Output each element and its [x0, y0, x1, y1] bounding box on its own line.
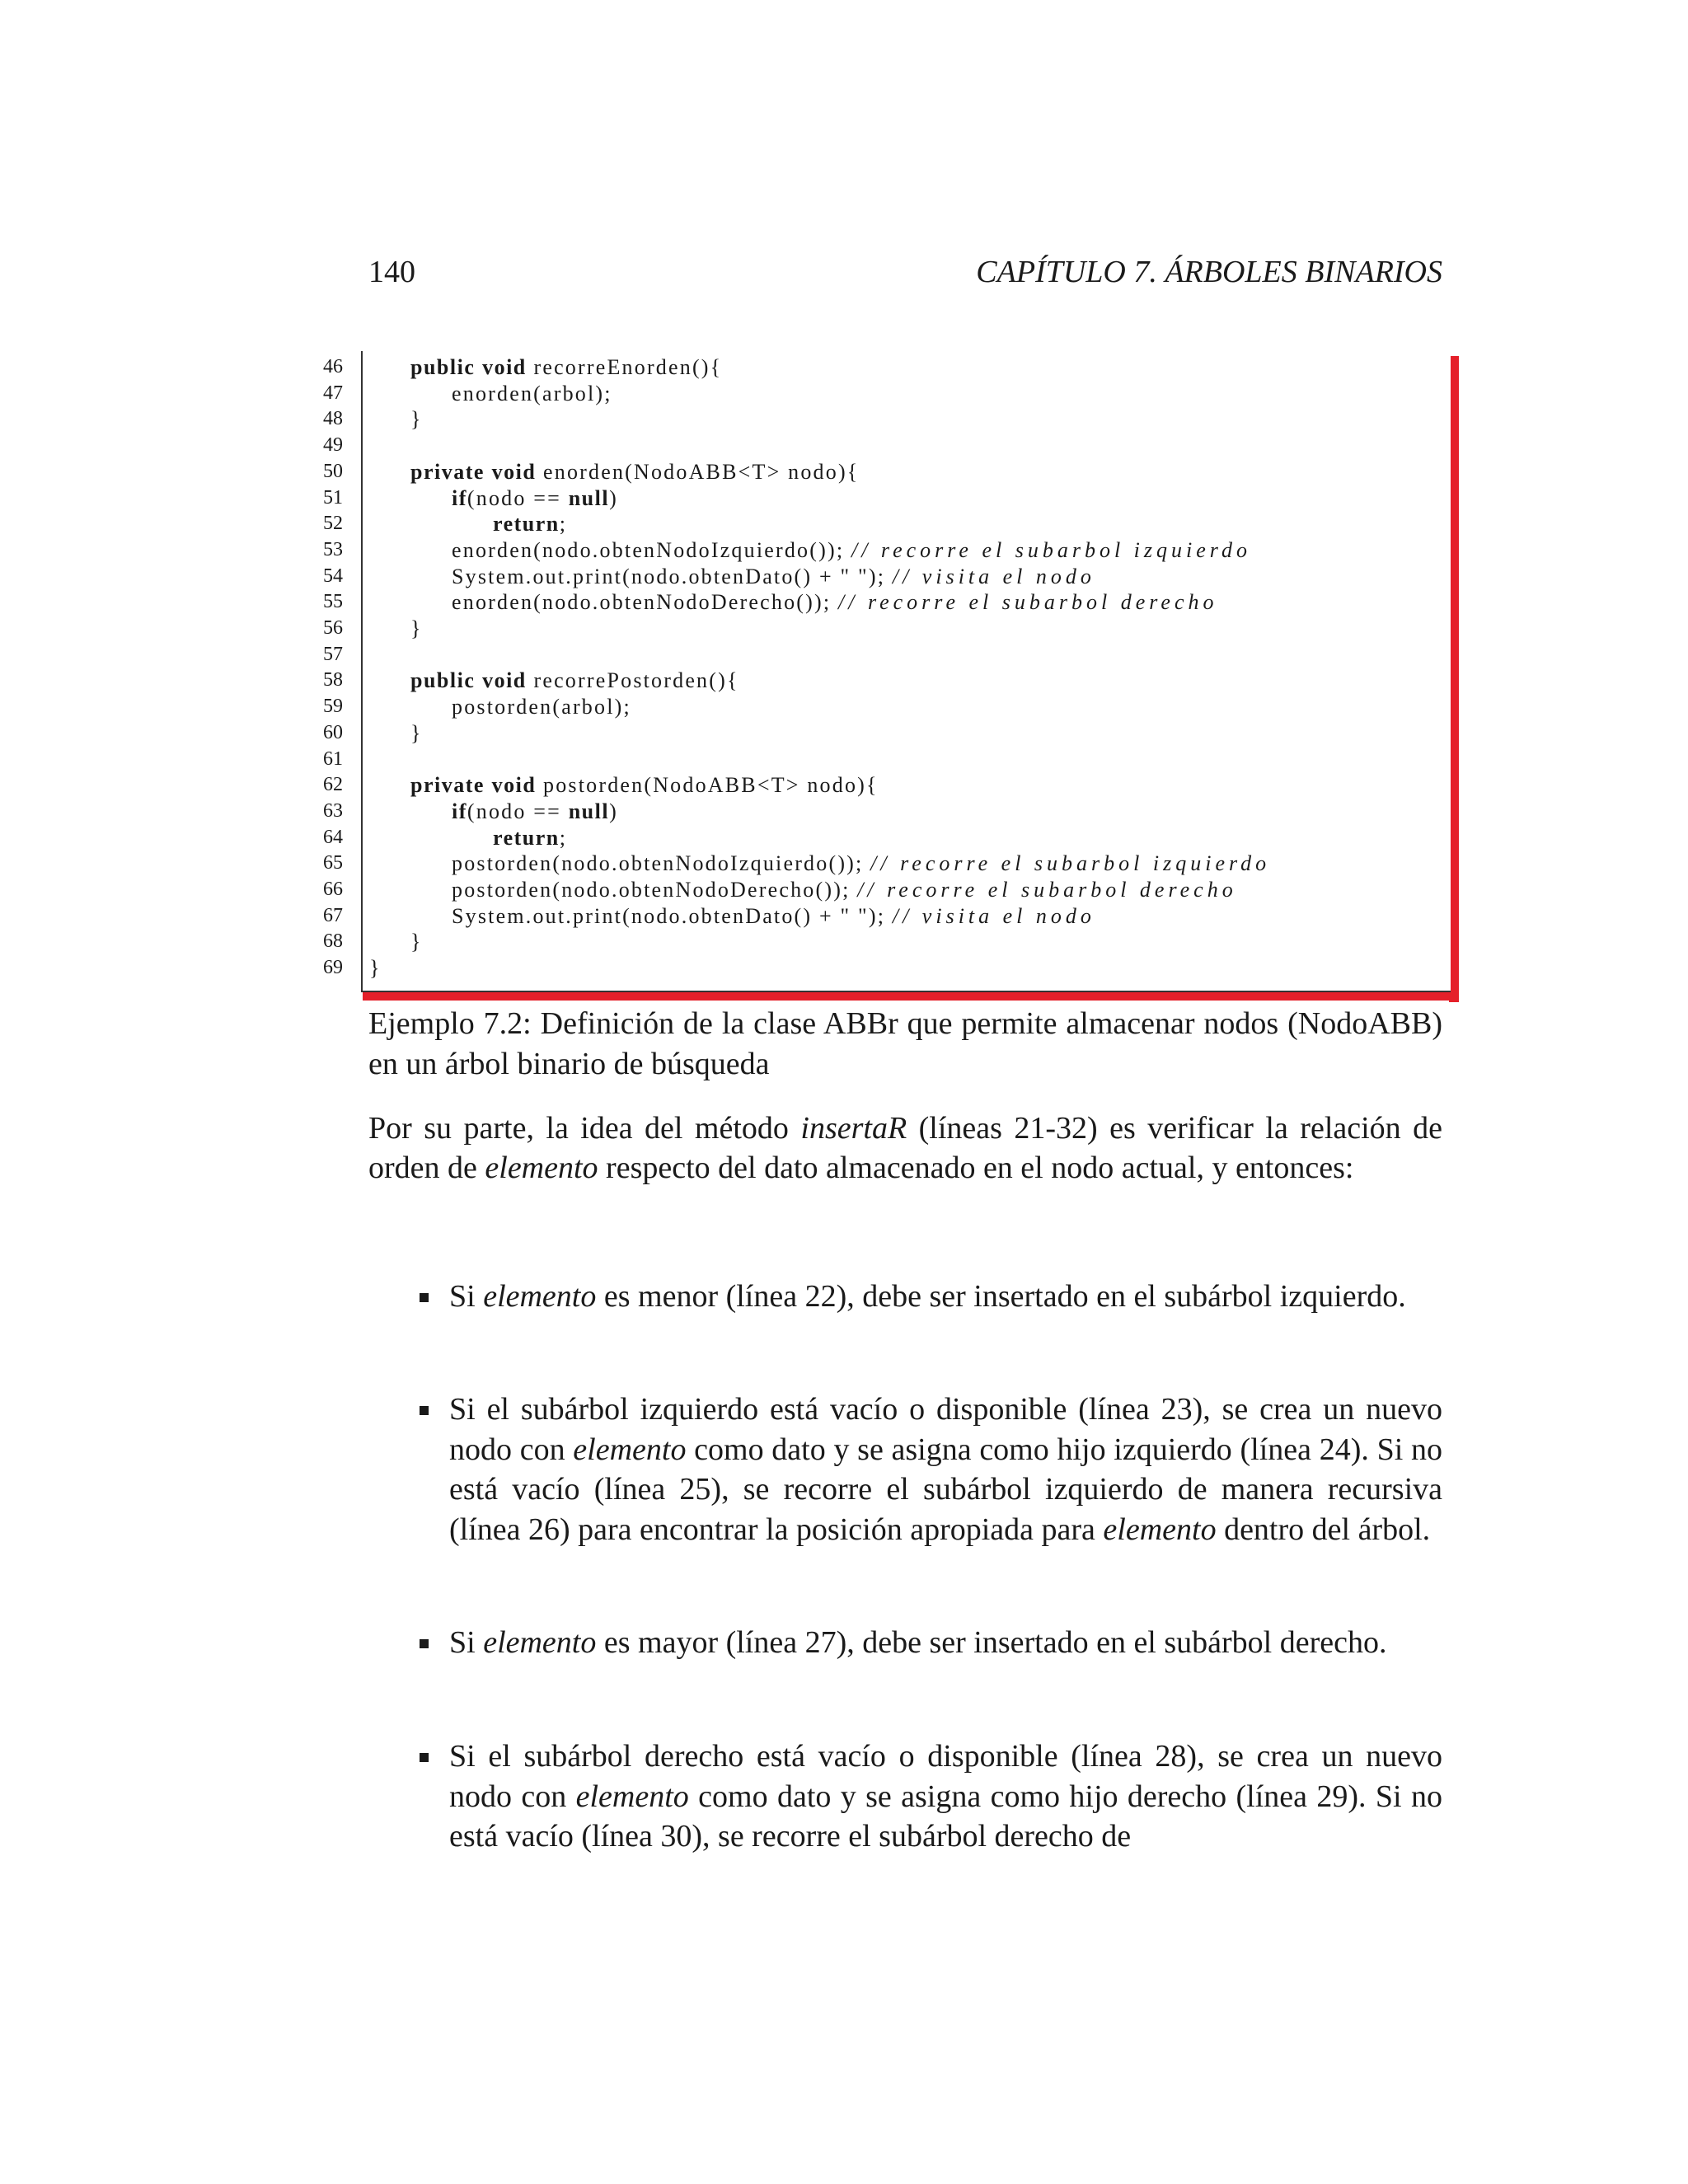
body-paragraph	[368, 1108, 1442, 1188]
code-text	[410, 406, 423, 433]
text-run: dentro del árbol.	[1216, 1511, 1431, 1547]
code-comment: // recorre el subarbol derecho	[838, 590, 1218, 615]
code-keyword: if	[452, 485, 467, 510]
code-keyword: return	[493, 825, 560, 850]
line-number: 65	[323, 852, 343, 874]
code-text	[369, 955, 382, 982]
code-keyword: void	[482, 355, 527, 379]
code-token: )	[609, 485, 618, 510]
code-keyword: if	[452, 799, 467, 823]
line-number: 68	[323, 930, 343, 953]
code-listing	[313, 351, 1459, 1002]
code-text	[410, 668, 739, 694]
emphasis-text: elemento	[1103, 1511, 1217, 1547]
code-keyword: private	[410, 773, 485, 798]
code-text	[410, 772, 879, 799]
code-token	[485, 460, 492, 484]
code-text	[452, 589, 1218, 616]
text-run: (líneas 21-32) es verificar la relación de orden de	[368, 1111, 1443, 1185]
page-number: 140	[368, 255, 415, 289]
code-token: recorrePostorden(){	[526, 668, 739, 693]
code-keyword: public	[410, 355, 476, 379]
bullet-square-icon	[420, 1406, 429, 1415]
code-token: }	[410, 720, 423, 745]
line-number: 60	[323, 721, 343, 743]
bullet-square-icon	[420, 1753, 429, 1762]
text-run: Si	[449, 1279, 484, 1314]
code-keyword: public	[410, 668, 476, 693]
emphasis-text: elemento	[485, 1151, 598, 1185]
code-keyword: null	[568, 485, 610, 510]
code-text	[452, 537, 1251, 564]
line-number: 52	[323, 513, 343, 535]
code-keyword: void	[491, 459, 537, 484]
line-number: 66	[323, 879, 343, 900]
line-number: 53	[323, 538, 343, 560]
line-number: 46	[323, 356, 343, 377]
code-token	[475, 668, 482, 692]
line-number: 48	[323, 408, 343, 430]
code-text	[452, 485, 618, 512]
code-token: enorden(arbol);	[452, 381, 612, 405]
code-text	[452, 694, 631, 720]
bullet-square-icon	[420, 1639, 429, 1648]
bullet-square-icon	[420, 1293, 429, 1302]
code-token: postorden(nodo.obtenNodoIzquierdo());	[452, 851, 871, 876]
text-run: Si	[449, 1625, 484, 1660]
emphasis-text: elemento	[483, 1279, 597, 1314]
code-token: System.out.print(nodo.obtenDato() + " ");	[452, 564, 893, 588]
text-run: como dato y se asigna como hijo izquierdo (línea 24). Si no está vacío (línea 25), se recorre el subárbol izquierdo de manera recursiva (línea 26) para encontrar la posición apropiada para	[449, 1432, 1442, 1547]
line-number: 61	[323, 748, 343, 770]
code-keyword: private	[410, 459, 485, 484]
code-text	[493, 825, 567, 851]
code-comment: // recorre el subarbol izquierdo	[851, 537, 1251, 562]
text-run: es mayor (línea 27), debe ser insertado en el subárbol derecho.	[596, 1625, 1387, 1660]
chapter-title: CAPÍTULO 7. ÁRBOLES BINARIOS	[976, 255, 1442, 289]
code-comment: // visita el nodo	[892, 903, 1095, 928]
code-token: ;	[559, 512, 568, 537]
code-text	[452, 851, 1270, 877]
line-number: 54	[323, 565, 343, 587]
code-text	[452, 799, 618, 825]
code-text	[410, 616, 423, 642]
code-text	[410, 720, 423, 747]
emphasis-text: elemento	[575, 1779, 689, 1814]
text-run: Si el subárbol izquierdo está vacío o disponible (línea 23), se crea un nuevo nodo con	[449, 1392, 1442, 1467]
text-run: Por su parte, la idea del método	[368, 1111, 801, 1146]
code-token: }	[369, 956, 382, 981]
code-token: }	[410, 616, 423, 640]
line-number: 63	[323, 799, 343, 822]
line-number: 64	[323, 826, 343, 848]
listing-caption: Ejemplo 7.2: Definición de la clase ABBr que permite almacenar nodos (NodoABB) en un árbol binario de búsqueda	[368, 1006, 1442, 1081]
code-token: postorden(nodo.obtenNodoDerecho());	[452, 878, 858, 902]
line-number: 67	[323, 904, 343, 926]
code-keyword: void	[491, 773, 537, 798]
code-token: enorden(NodoABB<T> nodo){	[536, 459, 860, 484]
line-number: 58	[323, 669, 343, 691]
line-number: 47	[323, 382, 343, 404]
bullet-item	[449, 1390, 1442, 1549]
text-run: Si el subárbol derecho está vacío o disponible (línea 28), se crea un nuevo nodo con	[449, 1739, 1442, 1814]
emphasis-text: elemento	[573, 1432, 687, 1467]
text-run: respecto del dato almacenado en el nodo actual, y entonces:	[598, 1151, 1354, 1185]
text-run: es menor (línea 22), debe ser insertado en el subárbol izquierdo.	[596, 1279, 1406, 1314]
code-token: ;	[559, 825, 568, 850]
code-token	[485, 773, 492, 797]
code-token	[475, 355, 482, 379]
code-comment: // visita el nodo	[892, 564, 1095, 588]
line-number: 56	[323, 617, 343, 639]
code-token: postorden(NodoABB<T> nodo){	[536, 773, 879, 798]
bullet-item	[449, 1736, 1442, 1857]
code-text	[410, 459, 860, 485]
code-token: postorden(arbol);	[452, 695, 631, 719]
code-token: (nodo ==	[467, 799, 569, 823]
code-keyword: return	[493, 512, 560, 537]
code-token: (nodo ==	[467, 485, 569, 510]
code-comment: // recorre el subarbol derecho	[857, 878, 1237, 902]
text-run: como dato y se asigna como hijo derecho (línea 29). Si no está vacío (línea 30), se recorre el subárbol derecho de	[449, 1779, 1442, 1854]
code-token: System.out.print(nodo.obtenDato() + " ");	[452, 903, 893, 928]
line-number: 51	[323, 486, 343, 509]
code-token: enorden(nodo.obtenNodoIzquierdo());	[452, 537, 851, 562]
line-number: 59	[323, 696, 343, 718]
bullet-item	[449, 1623, 1442, 1663]
code-keyword: void	[482, 668, 527, 693]
line-number: 50	[323, 460, 343, 482]
code-text	[410, 354, 722, 381]
page-header	[368, 254, 1442, 295]
line-number: 57	[323, 643, 343, 665]
code-token: recorreEnorden(){	[526, 355, 723, 379]
emphasis-text: elemento	[483, 1625, 597, 1660]
code-token: }	[410, 930, 423, 954]
code-text	[452, 903, 1095, 930]
code-text	[452, 877, 1237, 903]
code-text	[452, 564, 1095, 590]
line-number: 69	[323, 957, 343, 979]
code-token: )	[609, 799, 618, 823]
code-token: enorden(nodo.obtenNodoDerecho());	[452, 590, 838, 615]
code-comment: // recorre el subarbol izquierdo	[870, 851, 1271, 876]
code-text	[410, 929, 423, 955]
code-text	[452, 381, 612, 407]
line-number: 55	[323, 591, 343, 613]
code-token: }	[410, 407, 423, 432]
line-number: 62	[323, 774, 343, 796]
code-text	[493, 511, 567, 537]
emphasis-text: insertaR	[800, 1111, 907, 1146]
bullet-item	[449, 1277, 1442, 1317]
code-keyword: null	[568, 799, 610, 823]
line-number: 49	[323, 434, 343, 457]
